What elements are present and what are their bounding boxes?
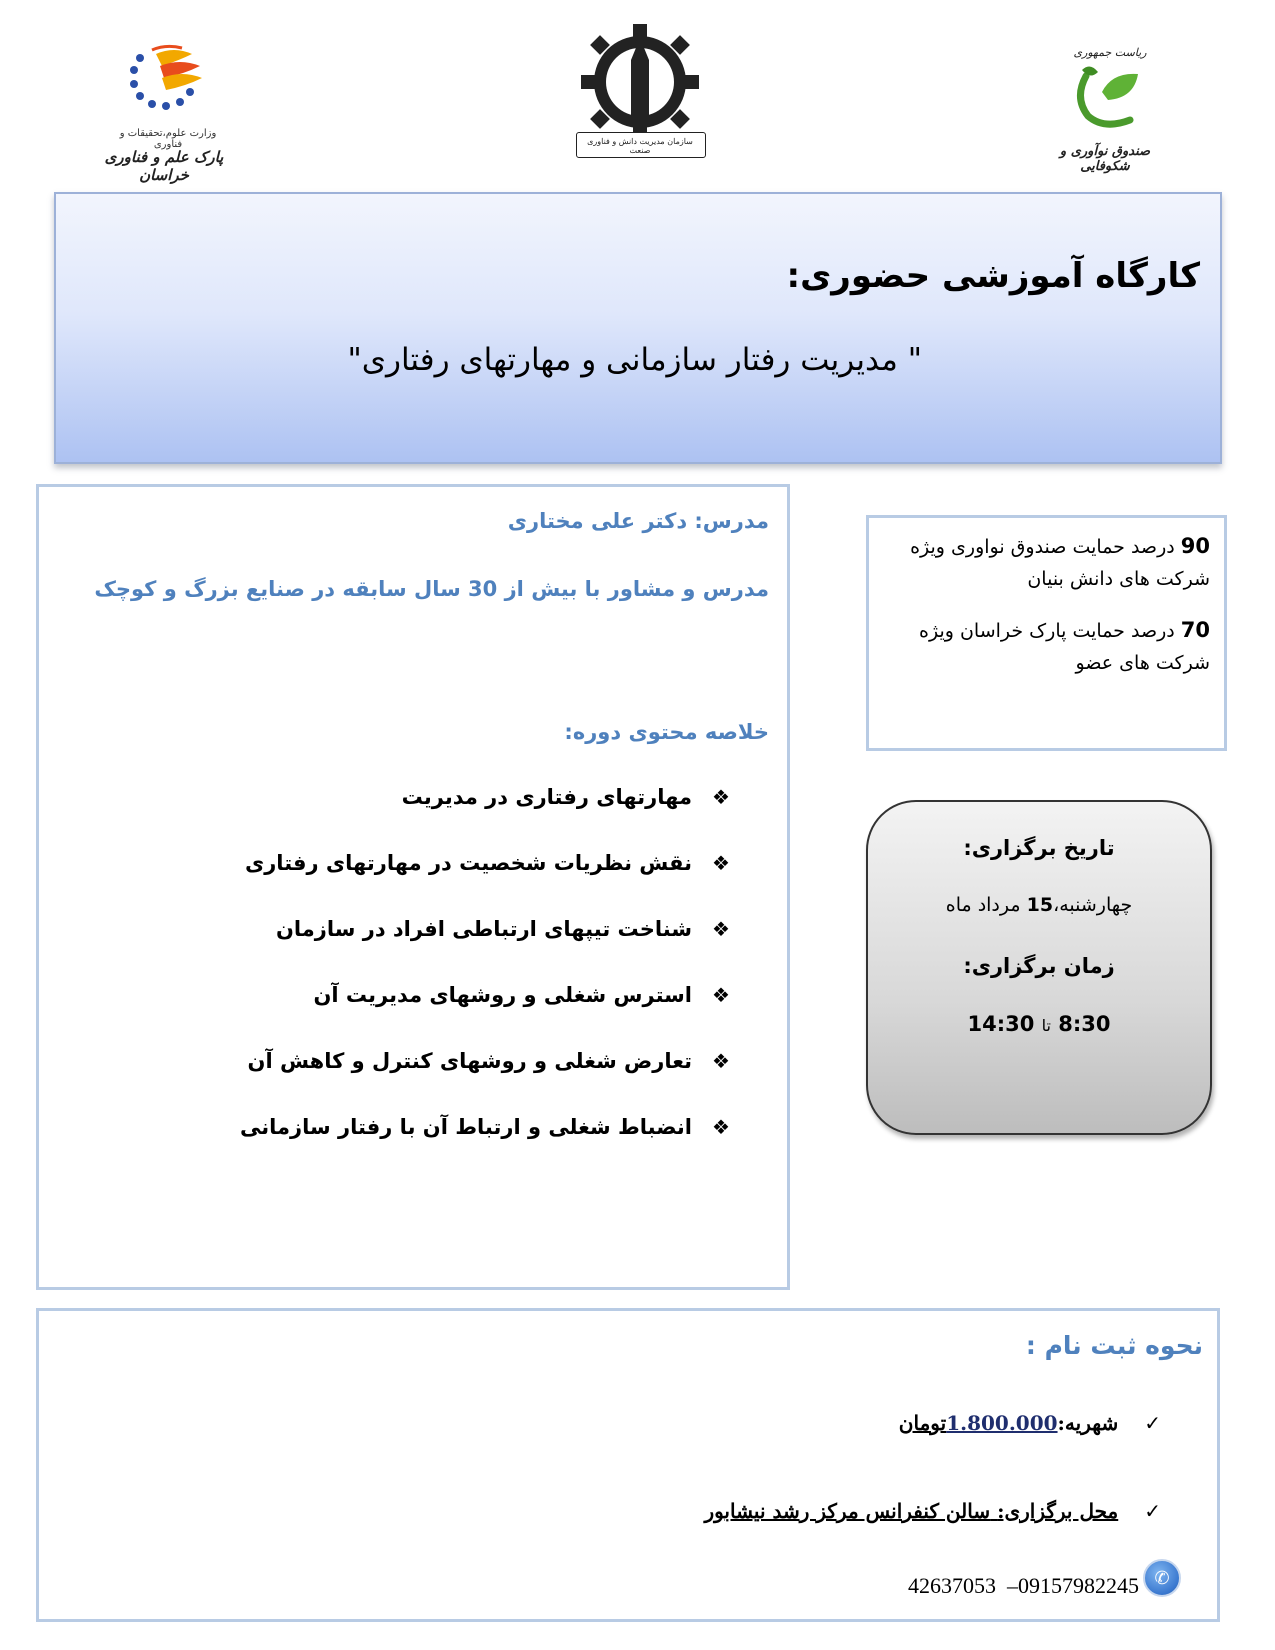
diamond-bullet-icon: ❖ [712,917,730,941]
topic-text: استرس شغلی و روشهای مدیریت آن [313,983,692,1007]
date-label: تاریخ برگزاری: [963,836,1115,860]
diamond-bullet-icon: ❖ [712,1049,730,1073]
topic-text: نقش نظریات شخصیت در مهارتهای رفتاری [244,851,692,875]
fee-text [899,1411,1118,1435]
list-item [240,782,732,848]
checkmark-icon: ✓ [1144,1411,1161,1435]
logo-center-caption: سازمان مدیریت دانش و فناوری صنعت [587,137,693,155]
workshop-subtitle: " مدیریت رفتار سازمانی و مهارتهای رفتاری" [347,342,922,378]
gear-pen-emblem-icon [575,20,705,145]
date-day: 15 [1026,894,1054,916]
date-value [868,894,1210,916]
date-month: مرداد ماه [945,894,1021,916]
support-info-box [866,515,1227,751]
support-item-fund [890,530,1210,595]
phone-icon: ✆ [1143,1559,1181,1597]
topic-text: تعارض شغلی و روشهای کنترل و کاهش آن [247,1049,692,1073]
logo-center-gear [570,20,710,170]
support-text: درصد حمایت صندوق نواوری ویژه شرکت های دانش بنیان [910,536,1210,590]
list-item [240,1112,732,1178]
registration-heading: نحوه ثبت نام : [1025,1331,1203,1360]
fee-label: شهریه: [1057,1411,1119,1435]
phone-numbers[interactable]: 42637053 –09157982245 [908,1573,1139,1598]
venue-value: سالن کنفرانس مرکز رشد نیشابور [704,1499,991,1523]
date-weekday: چهارشنبه، [1053,894,1133,916]
support-text: درصد حمایت پارک خراسان ویژه شرکت های عضو [919,620,1210,674]
venue-label: محل برگزاری: [997,1499,1119,1523]
venue-text [704,1499,1118,1523]
list-item [240,980,732,1046]
course-topics-list [240,782,732,1178]
time-separator: تا [1041,1016,1051,1035]
header-banner [54,192,1222,464]
checkmark-icon: ✓ [1144,1499,1161,1523]
list-item [240,1046,732,1112]
diamond-bullet-icon: ❖ [712,851,730,875]
support-percent: 90 [1180,534,1210,558]
fee-amount: 1.800.000 [946,1411,1058,1435]
topic-text: انضباط شغلی و ارتباط آن با رفتار سازمانی [240,1115,692,1139]
course-summary-heading: خلاصه محتوی دوره: [564,720,769,744]
support-item-park [890,614,1210,679]
logo-left-line2: پارک علم و فناوری خراسان [104,148,224,184]
logo-right-line1: ریاست جمهوری [1073,46,1147,59]
diamond-bullet-icon: ❖ [712,983,730,1007]
leaf-emblem-icon [1068,64,1148,134]
time-end: 14:30 [967,1012,1035,1036]
schedule-box [866,800,1212,1135]
list-item [240,848,732,914]
fee-unit: تومان [898,1411,947,1435]
time-start: 8:30 [1058,1012,1111,1036]
logo-khorasan-park [88,40,228,190]
diamond-bullet-icon: ❖ [712,785,730,809]
course-info-box [36,484,790,1290]
time-label: زمان برگزاری: [963,954,1115,978]
topic-text: شناخت تیپهای ارتباطی افراد در سازمان [275,917,692,941]
registration-box [36,1308,1220,1622]
fee-row [899,1411,1161,1435]
logo-innovation-fund [1040,40,1170,180]
phone-row [908,1567,1181,1605]
time-value [868,1012,1210,1036]
dots-emblem-icon [122,44,212,119]
instructor-name: مدرس: دکتر علی مختاری [507,509,769,533]
list-item [240,914,732,980]
logo-left-line1: وزارت علوم،تحقیقات و فناوری [119,128,217,150]
venue-row [704,1499,1161,1523]
logo-right-line2: صندوق نوآوری و شکوفایی [1059,144,1151,174]
diamond-bullet-icon: ❖ [712,1115,730,1139]
support-percent: 70 [1180,618,1210,642]
topic-text: مهارتهای رفتاری در مدیریت [401,785,692,809]
workshop-title: کارگاه آموزشی حضوری: [786,256,1200,296]
instructor-bio: مدرس و مشاور با بیش از 30 سال سابقه در صنایع بزرگ و کوچک [94,577,769,601]
